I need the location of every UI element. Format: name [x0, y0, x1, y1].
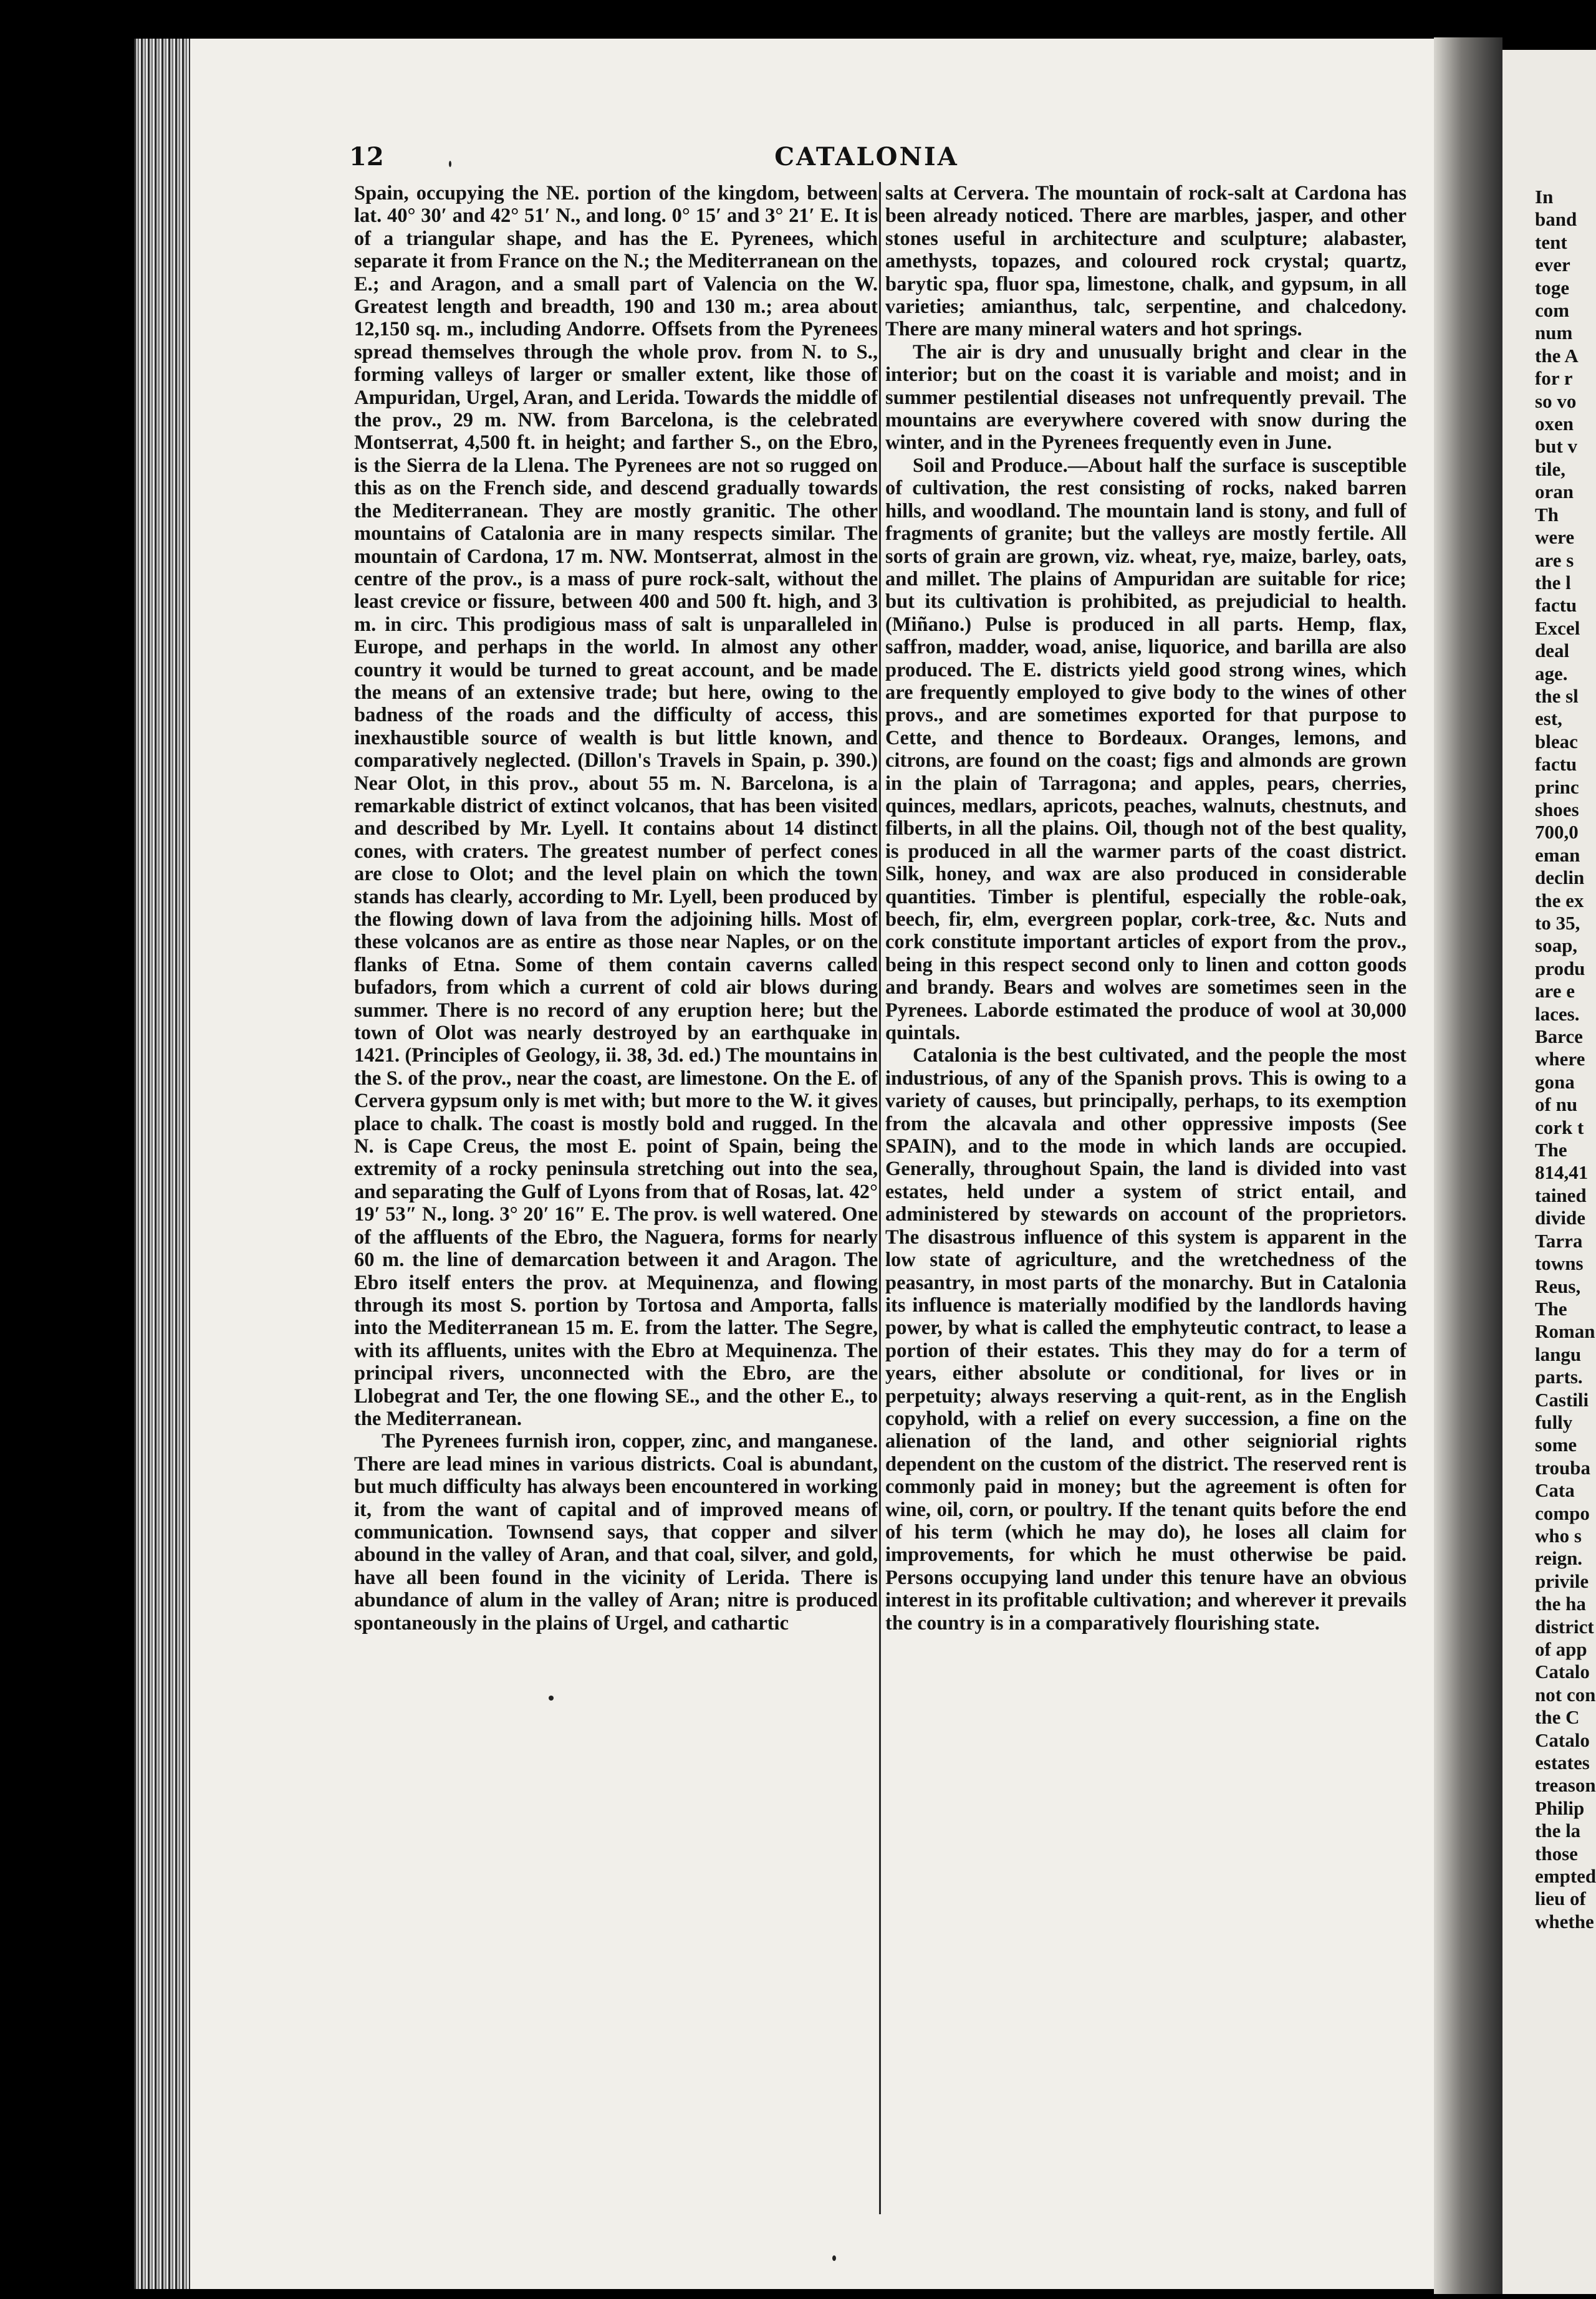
right-page-line: The — [1535, 1297, 1567, 1320]
right-page-line: soap, — [1535, 934, 1578, 957]
right-page-line: factu — [1535, 594, 1577, 617]
right-page-line: 814,41 — [1535, 1161, 1589, 1184]
right-page-line: In — [1535, 186, 1554, 208]
right-page-line: Tarra — [1535, 1229, 1583, 1252]
right-page-line: the A — [1535, 344, 1579, 367]
right-page-line: bleac — [1535, 730, 1578, 752]
right-page-line: estates — [1535, 1752, 1590, 1774]
right-page-line: Cata — [1535, 1479, 1575, 1502]
right-page-line: langu — [1535, 1343, 1582, 1365]
right-page-line: declin — [1535, 866, 1585, 889]
right-page-line: the C — [1535, 1706, 1580, 1729]
right-page-line: the sl — [1535, 684, 1579, 707]
right-page-line: the ex — [1535, 889, 1584, 911]
page-header — [349, 142, 1421, 180]
column-divider — [879, 182, 881, 2214]
right-page-line: the la — [1535, 1820, 1581, 1842]
right-page-line: shoes — [1535, 798, 1579, 820]
right-page-line: compo — [1535, 1502, 1590, 1524]
right-page-line: privile — [1535, 1570, 1589, 1592]
right-page-line: num — [1535, 322, 1573, 344]
right-page-line: eman — [1535, 843, 1580, 866]
right-page-line: band — [1535, 208, 1577, 231]
right-page-line: not con — [1535, 1683, 1596, 1706]
right-page-line: ever — [1535, 254, 1570, 276]
right-page-line: Castili — [1535, 1388, 1589, 1411]
left-column — [354, 182, 878, 1634]
right-page-line: treason — [1535, 1774, 1596, 1797]
right-page-line: lieu of — [1535, 1888, 1586, 1910]
right-page-line: oxen — [1535, 413, 1574, 435]
right-page-line: so vo — [1535, 390, 1577, 412]
right-page-line: Catalo — [1535, 1729, 1590, 1751]
right-page-line: for r — [1535, 367, 1573, 390]
right-page-fragment — [1502, 50, 1596, 2294]
right-page-line: laces. — [1535, 1002, 1580, 1025]
ink-speck — [449, 161, 451, 167]
gutter-shadow — [1434, 37, 1502, 2294]
right-page-line: where — [1535, 1048, 1585, 1070]
right-page-line: cork t — [1535, 1116, 1584, 1138]
right-page-line: Excel — [1535, 617, 1580, 639]
middle-column — [885, 182, 1406, 1634]
right-page-line: to 35, — [1535, 912, 1580, 934]
right-page-line: Philip — [1535, 1797, 1585, 1819]
right-page-text — [1535, 186, 1596, 1933]
right-page-line: com — [1535, 299, 1570, 322]
right-page-line: the l — [1535, 571, 1571, 593]
right-page-line: Th — [1535, 503, 1559, 526]
right-page-line: whethe — [1535, 1910, 1594, 1932]
right-page-line: est, — [1535, 708, 1562, 730]
right-page-line: toge — [1535, 276, 1570, 299]
right-page-line: Roman — [1535, 1320, 1595, 1343]
right-page-line: are s — [1535, 549, 1574, 571]
paragraph-salts: salts at Cervera. The mountain of rock-salt at Cardona has been already noticed. There are marbles, jasper, and other stones useful in architecture and sculpture; alabaster, amethysts, topazes, and coloured rock crystal; quartz, barytic spa, fluor spa, limestone, chalk, and gypsum, in all varieties; amianthus, talc, serpentine, and chalcedony. There are many mineral waters and hot springs. — [885, 182, 1406, 341]
page-number: 12 — [349, 142, 384, 171]
right-page-line: Catalo — [1535, 1661, 1590, 1683]
right-page-line: empted — [1535, 1865, 1596, 1888]
right-page-line: deal — [1535, 640, 1570, 662]
right-page-line: but v — [1535, 435, 1578, 458]
right-page-line: age. — [1535, 662, 1568, 684]
right-page-line: factu — [1535, 753, 1577, 775]
right-page-line: trouba — [1535, 1456, 1591, 1479]
right-page-line: towns — [1535, 1252, 1584, 1275]
right-page-line: tained — [1535, 1184, 1587, 1206]
ink-speck — [832, 2255, 836, 2261]
paragraph-cultivation: Catalonia is the best cultivated, and the people the most industrious, of any of the Spanish provs. This is owing to a variety of causes, but principally, perhaps, to its exemption from the alcavala and other oppressive imposts (See SPAIN), and to the mode in which lands are occupied. Generally, throughout Spain, the land is divided into vast estates, held under a system of strict entail, and administered by stewards on account of the proprietors. The disastrous influence of this system is apparent in the low state of agriculture, and the wretchedness of the peasantry, in most parts of the monarchy. But in Catalonia its influence is materially modified by the landlords having power, by what is called the emphyteutic contract, to lease a portion of their estates. This they may do for a term of years, either absolute or conditional, for lives or in perpetuity; always reserving a quit-rent, as in the English copyhold, with a relief on every succession, a fine on the alienation of the land, and other seigniorial rights dependent on the custom of the district. The reserved rent is commonly paid in money; but the agreement is often for wine, oil, corn, or poultry. If the tenant quits before the end of his term (which he may do), he loses all claim for improvements, for which he must otherwise be paid. Persons occupying land under this tenure have an obvious interest in its profitable cultivation; and wherever it prevails the country is in a comparatively flourishing state. — [885, 1044, 1406, 1634]
right-page-line: tile, — [1535, 458, 1566, 480]
right-page-line: fully — [1535, 1411, 1573, 1433]
ink-speck — [549, 1696, 554, 1701]
right-page-line: those — [1535, 1842, 1578, 1865]
right-page-line: are e — [1535, 980, 1575, 1002]
paragraph-soil-produce: Soil and Produce.—About half the surface is susceptible of cultivation, the rest consisting of rocks, naked barren hills, and woodland. The mountain land is stony, and full of fragments of granite; but the valleys are mostly fertile. All sorts of grain are grown, viz. wheat, rye, maize, barley, oats, and millet. The plains of Ampuridan are suitable for rice; but its cultivation is prohibited, as prejudicial to health. (Miñano.) Pulse is produced in all parts. Hemp, flax, saffron, madder, woad, anise, liquorice, and barilla are also produced. The E. districts yield good strong wines, which are frequently employed to give body to the wines of other provs., and are sometimes exported for that purpose to Cette, and thence to Bordeaux. Oranges, lemons, and citrons, are found on the coast; figs and almonds are grown in the plain of Tarragona; and apples, pears, cherries, quinces, medlars, apricots, peaches, walnuts, chestnuts, and filberts, in all the plains. Oil, though not of the best quality, is produced in all the warmer parts of the coast district. Silk, honey, and wax are also produced in considerable quantities. Timber is plentiful, especially the roble-oak, beech, fir, elm, evergreen poplar, cork-tree, &c. Nuts and cork constitute important articles of export from the prov., being in this respect second only to linen and cotton goods and brandy. Bears and wolves are sometimes seen in the Pyrenees. Laborde estimated the produce of wool at 30,000 quintals. — [885, 454, 1406, 1045]
right-page-line: oran — [1535, 481, 1574, 503]
right-page-line: 700,0 — [1535, 821, 1579, 843]
right-page-line: district — [1535, 1615, 1594, 1638]
right-page-line: Barce — [1535, 1025, 1583, 1048]
right-page-line: of app — [1535, 1638, 1587, 1660]
right-page-line: were — [1535, 526, 1575, 549]
right-page-line: The — [1535, 1139, 1567, 1161]
paragraph-climate: The air is dry and unusually bright and clear in the interior; but on the coast it is variable and moist; and in summer pestilential diseases not unfrequently prevail. The mountains are everywhere covered with snow during the winter, and in the Pyrenees frequently even in June. — [885, 340, 1406, 454]
right-page-line: gona — [1535, 1070, 1575, 1093]
right-page-line: who s — [1535, 1524, 1582, 1547]
right-page-line: princ — [1535, 775, 1579, 798]
paragraph-geography: Spain, occupying the NE. portion of the kingdom, between lat. 40° 30′ and 42° 51′ N., and long. 0° 15′ and 3° 21′ E. It is of a triangular shape, and has the E. Pyrenees, which separate it from France on the N.; the Mediterranean on the E.; and Aragon, and a small part of Valencia on the W. Greatest length and breadth, 190 and 130 m.; area about 12,150 sq. m., including Andorre. Offsets from the Pyrenees spread themselves through the whole prov. from N. to S., forming valleys of larger or smaller extent, like those of Ampuridan, Urgel, Aran, and Lerida. Towards the middle of the prov., 29 m. NW. from Barcelona, is the celebrated Montserrat, 4,500 ft. in height; and farther S., on the Ebro, is the Sierra de la Llena. The Pyrenees are not so rugged on this as on the French side, and descend gradually towards the Mediterranean. They are mostly granitic. The other mountains of Catalonia are in many respects similar. The mountain of Cardona, 17 m. NW. Montserrat, almost in the centre of the prov., is a mass of pure rock-salt, without the least crevice or fissure, between 400 and 500 ft. high, and 3 m. in circ. This prodigious mass of salt is unparalleled in Europe, and perhaps in the world. In almost any other country it would be turned to great account, and be made the means of an extensive trade; but here, owing to the badness of the roads and the difficulty of access, this inexhaustible source of wealth is but little known, and comparatively neglected. (Dillon's Travels in Spain, p. 390.) Near Olot, in this prov., about 55 m. N. Barcelona, is a remarkable district of extinct volcanos, that has been visited and described by Mr. Lyell. It contains about 14 distinct cones, with craters. The greatest number of perfect cones are close to Olot; and the level plain on which the town stands has clearly, according to Mr. Lyell, been produced by the flowing down of lava from the adjoining hills. Most of these volcanos are as entire as those near Naples, or on the flanks of Etna. Some of them contain caverns called bufadors, from which a current of cold air blows during summer. There is no record of any eruption here; but the town of Olot was nearly destroyed by an earthquake in 1421. (Principles of Geology, ii. 38, 3d. ed.) The mountains in the S. of the prov., near the coast, are limestone. On the E. of Cervera gypsum only is met with; but more to the W. it gives place to chalk. The coast is mostly bold and rugged. In the N. is Cape Creus, the most E. point of Spain, being the extremity of a rocky peninsula stretching out into the sea, and separating the Gulf of Lyons from that of Rosas, lat. 42° 19′ 53″ N., long. 3° 20′ 16″ E. The prov. is well watered. One of the affluents of the Ebro, the Naguera, forms for nearly 60 m. the line of demarcation between it and Aragon. The Ebro itself enters the prov. at Mequinenza, and flowing through its most S. portion by Tortosa and Amporta, falls into the Mediterranean 15 m. E. from the latter. The Segre, with its affluents, unites with the Ebro at Mequinenza. The principal rivers, unconnected with the Ebro, are the Llobegrat and Ter, the one flowing SE., and the other E., to the Mediterranean. — [354, 182, 878, 1430]
right-page-line: the ha — [1535, 1593, 1586, 1615]
right-page-line: divide — [1535, 1207, 1585, 1229]
running-head: CATALONIA — [774, 142, 959, 171]
right-page-line: Reus, — [1535, 1275, 1581, 1297]
right-page-line: of nu — [1535, 1093, 1578, 1116]
paragraph-minerals: The Pyrenees furnish iron, copper, zinc, and manganese. There are lead mines in various districts. Coal is abundant, but much difficulty has always been encountered in working it, from the want of capital and of improved means of communication. Townsend says, that copper and silver abound in the valley of Aran, and that coal, silver, and gold, have all been found in the vicinity of Lerida. There is abundance of alum in the valley of Aran; nitre is produced spontaneously in the plains of Urgel, and cathartic — [354, 1430, 878, 1634]
right-page-line: tent — [1535, 231, 1567, 253]
page-edge-binding — [134, 39, 190, 2289]
right-page-line: some — [1535, 1434, 1577, 1456]
right-page-line: produ — [1535, 957, 1585, 979]
right-page-line: parts. — [1535, 1366, 1583, 1388]
right-page-line: reign. — [1535, 1547, 1583, 1570]
